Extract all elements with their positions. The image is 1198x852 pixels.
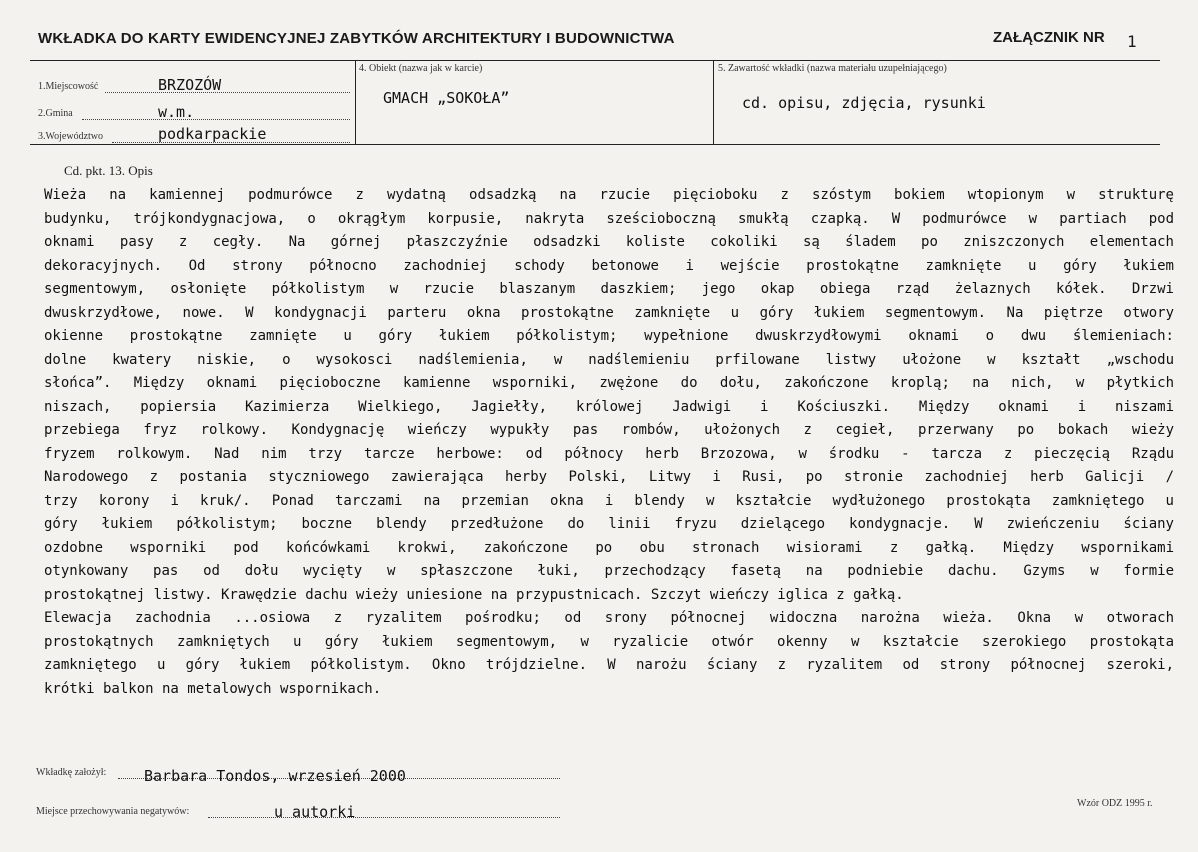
description-line: trzy korony i kruk/. Ponad tarczami na przemian okna i blendy w kształcie wydłużonego prostokąta zamkniętego u	[44, 492, 1174, 509]
miejscowosc-line	[105, 92, 350, 93]
annex-number: 1	[1127, 32, 1137, 51]
gmina-value: w.m.	[158, 103, 195, 121]
description-line: krótki balkon na metalowych wspornikach.	[44, 680, 382, 697]
header-bottom-rule	[30, 144, 1160, 145]
miejscowosc-value: BRZOZÓW	[158, 76, 222, 94]
description-line: niszach, popiersia Kazimierza Wielkiego, Jagiełły, królowej Jadwigi i Kościuszki. Między oknami i niszami	[44, 398, 1174, 415]
obiekt-label: 4. Obiekt (nazwa jak w karcie)	[359, 63, 483, 74]
negatives-line	[208, 817, 560, 818]
description-line: Wieża na kamiennej podmurówce z wydatną odsadzką na rzucie pięcioboku z szóstym bokiem wtopionym w strukturę	[44, 187, 1174, 203]
description-line: prostokątnej listwy. Krawędzie dachu wieży uniesione na przypustnicach. Szczyt wieńczy iglica z gałką.	[44, 586, 904, 603]
description-line: budynku, trójkondygnacjowa, o okrągłym korpusie, nakryta sześcioboczną smukłą czapką. W podmurówce w partiach pod	[44, 210, 1174, 227]
author-value: Barbara Tondos, wrzesień 2000	[144, 767, 406, 785]
zawartosc-value: cd. opisu, zdjęcia, rysunki	[742, 94, 986, 112]
description-line: przebiega fryz rolkowy. Kondygnację wieńczy wypukły pas rombów, ułożonych z cegieł, przerwany po bokach wieży	[44, 422, 1174, 438]
negatives-label: Miejsce przechowywania negatywów:	[36, 806, 190, 817]
description-line: Elewacja zachodnia ...osiowa z ryzalitem pośrodku; od srony północnej widoczna narożna wieża. Okna w otworach	[44, 610, 1174, 626]
form-model: Wzór ODZ 1995 r.	[1077, 798, 1153, 809]
description-line: ozdobne wsporniki pod końcówkami krokwi, zakończone po obu stronach wisiorami z gałką. Między wspornikami	[44, 539, 1174, 556]
gmina-line	[82, 119, 350, 120]
wojewodztwo-value: podkarpackie	[158, 125, 267, 143]
description-line: dolne kwatery niskie, o wysokosci nadślemienia, w nadślemieniu prfilowane listwy ułożone w kształt „wschodu	[44, 351, 1174, 368]
obiekt-value: GMACH „SOKOŁA”	[383, 89, 510, 107]
form-title: WKŁADKA DO KARTY EWIDENCYJNEJ ZABYTKÓW ARCHITEKTURY I BUDOWNICTWA	[38, 30, 675, 47]
header-divider-2	[713, 60, 714, 144]
description-line: dekoracyjnych. Od strony północno zachodniej schody betonowe i wejście prostokątne zamknięte u góry łukiem	[44, 257, 1174, 274]
description-line: prostokątnych zamkniętych u góry łukiem segmentowym, w ryzalicie otwór okenny w kształcie szerokiego prostokąta	[44, 633, 1174, 650]
gmina-label: 2.Gmina	[38, 108, 73, 119]
description-line: dwuskrzydłowe, nowe. W kondygnacji parteru okna prostokątne zamknięte u góry łukiem segmentowym. Na piętrze otwory	[44, 304, 1174, 321]
description-text	[44, 184, 1174, 701]
description-line: góry łukiem półkolistym; boczne blendy przedłużone do linii fryzu dzielącego kondygnacje. W zwieńczeniu ściany	[44, 516, 1174, 532]
description-line: Narodowego z postania styczniowego zawierająca herby Polski, Litwy i Rusi, po stronie zachodniej herb Galicji /	[44, 469, 1174, 485]
description-line: okienne prostokątne zamnięte u góry łukiem półkolistym; wypełnione dwuskrzydłowymi oknami o dwu ślemieniach:	[44, 328, 1174, 344]
description-line: otynkowany pas od dołu wycięty w spłaszczone łuki, przechodzący fasetą na podniebie dachu. Gzyms w formie	[44, 563, 1174, 579]
description-line: fryzem rolkowym. Nad nim trzy tarcze herbowe: od północy herb Brzozowa, w środku - tarcza z pieczęcią Rządu	[44, 445, 1174, 462]
miejscowosc-label: 1.Miejscowość	[38, 81, 99, 92]
description-line: słońca”. Między oknami pięcioboczne kamienne wsporniki, zwężone do dołu, zakończone kroplą; na nich, w płytkich	[44, 375, 1174, 391]
zawartosc-label: 5. Zawartość wkładki (nazwa materiału uzupełniającego)	[718, 63, 947, 74]
description-line: zamkniętego u góry łukiem półkolistym. Okno trójdzielne. W narożu ściany z ryzalitem od strony północnej szeroki,	[44, 657, 1174, 673]
header-top-rule	[30, 60, 1160, 61]
annex-label: ZAŁĄCZNIK NR	[993, 29, 1105, 46]
header-divider-1	[355, 60, 356, 144]
section-label: Cd. pkt. 13. Opis	[64, 163, 153, 178]
description-line: oknami pasy z cegły. Na górnej płaszczyźnie odsadzki koliste cokoliki są śladem po zniszczonych elementach	[44, 234, 1174, 250]
wojewodztwo-label: 3.Województwo	[38, 131, 104, 142]
negatives-value: u autorki	[274, 803, 356, 821]
description-line: segmentowym, osłonięte półkolistym w rzucie blaszanym daszkiem; jego okap obiega rząd żelaznych kółek. Drzwi	[44, 281, 1174, 297]
author-label: Wkładkę założył:	[36, 767, 107, 778]
